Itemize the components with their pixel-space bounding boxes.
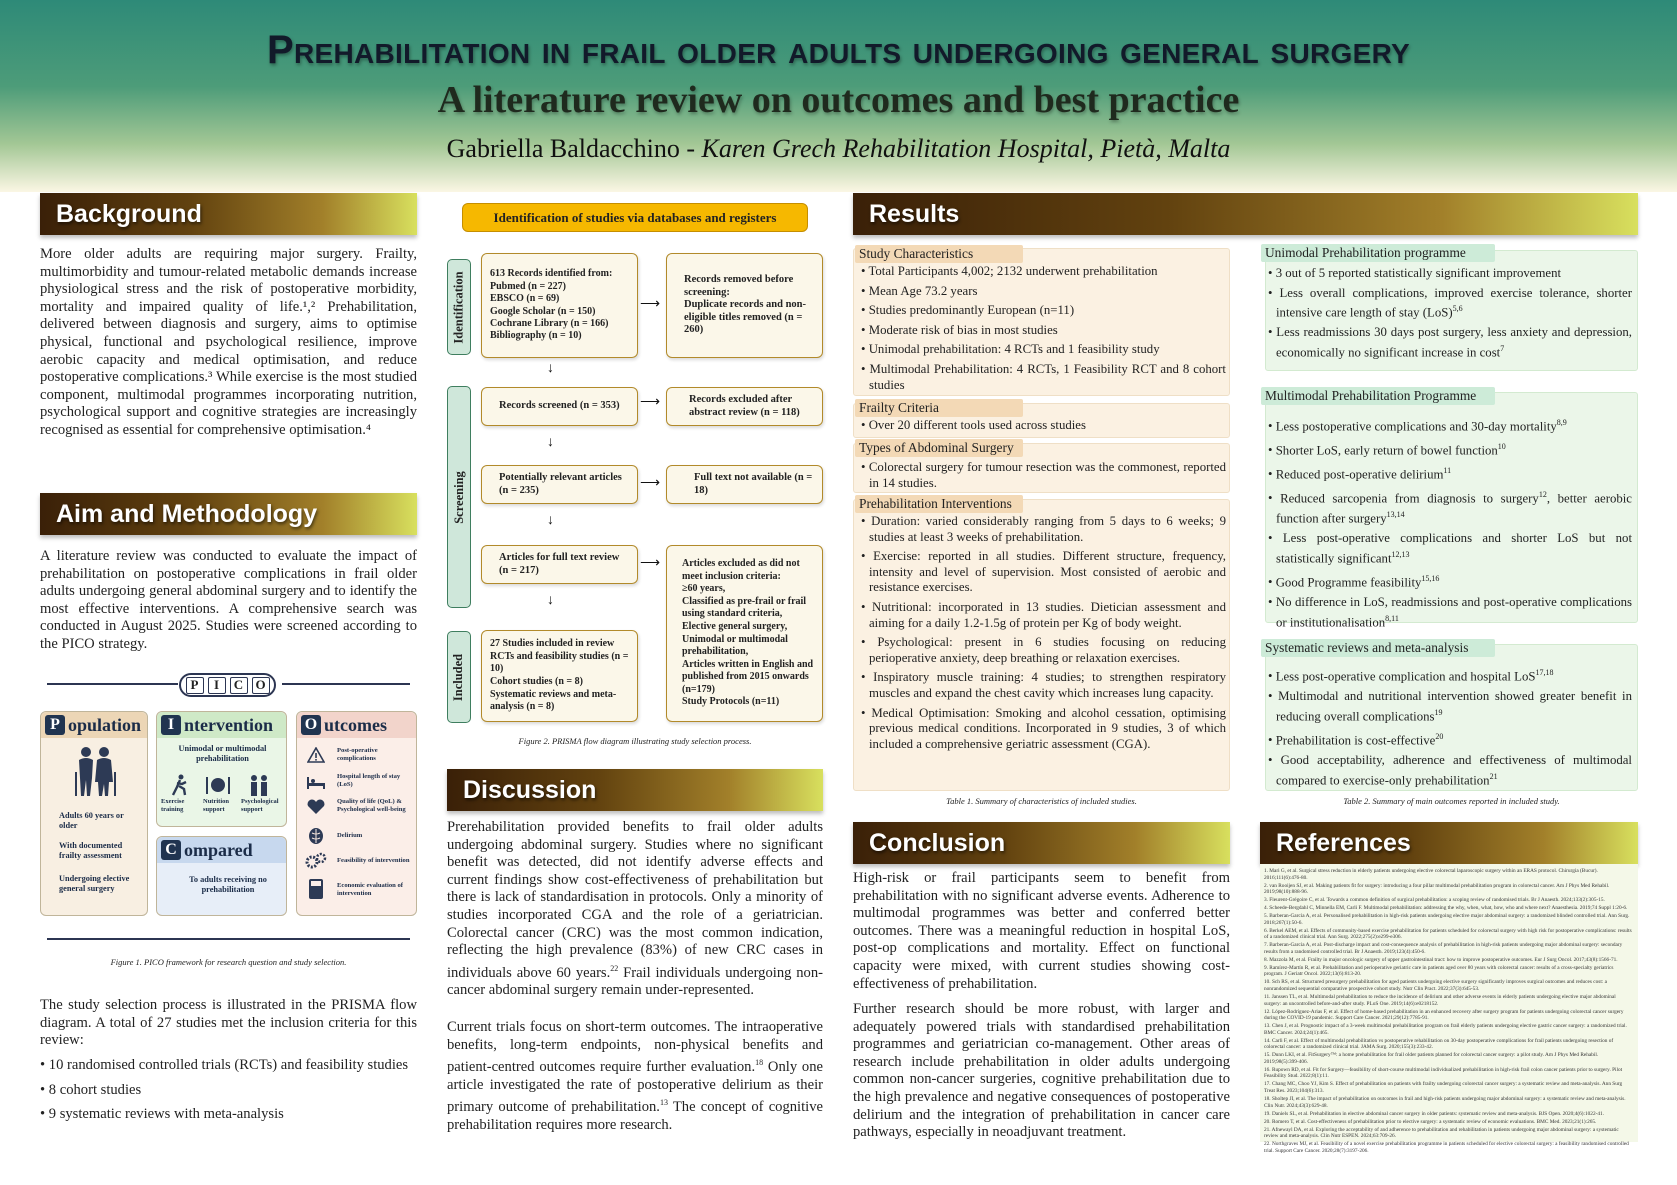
prisma-screened-box: Records screened (n = 353) [481, 387, 638, 426]
pico-outcomes [296, 711, 417, 916]
citation: 13 [659, 1098, 668, 1108]
prisma-removed-box [666, 253, 823, 358]
stage-included [447, 631, 471, 723]
pico-rule-right [282, 683, 410, 685]
list-item [1267, 729, 1632, 749]
results-heading: Results [853, 193, 1638, 235]
outcome-delirium: Delirium [337, 832, 363, 839]
identified-pubmed: Pubmed (n = 227) [490, 280, 566, 292]
list-item [1267, 595, 1632, 631]
reference-item: 19. Daniels SL, et al. Prehabilitation in elective abdominal cancer surgery in older patients: systematic review and meta-analysis. BJS Open. 2020;4(6):1022-41. [1264, 1110, 1604, 1117]
list-item: • Duration: varied considerably ranging from 5 days to 6 weeks; 9 studies at least 3 weeks of prehabilitation. [860, 514, 1226, 545]
intervention-nutrition: Nutrition support [203, 798, 229, 813]
citation: 5,6 [1452, 304, 1463, 314]
item-text: Reduced post-operative delirium [1275, 467, 1444, 482]
intervention-title: ntervention [184, 714, 273, 735]
surgery-types-heading: Types of Abdominal Surgery [855, 439, 1023, 457]
discussion-text: Current trials focus on short-term outcomes. The intraoperative benefits, long-term endpoints, non-physical benefits and patient-centred outcomes require further evaluation. [447, 1019, 823, 1076]
list-item [1267, 753, 1632, 789]
reference-item: 15. Dunn LKI, et al. FitSurgery™: a home prehabilitation for frail older patients planned for colorectal cancer surgery: a pilot study. Am J Phys Med Rehabil. 2019;98(5):399-406. [1264, 1052, 1599, 1065]
stage-included-label: Included [451, 653, 466, 701]
reference-item: 5. Barberan-Garcia A, et al. Personalised prehabilitation in high-risk patients undergoing elective major abdominal surgery: a randomized blinded controlled trial. Ann Surg. 2018;267(1):50-6. [1264, 913, 1630, 926]
intervention-letter: I [161, 715, 181, 735]
item-text: Less overall complications, improved exercise tolerance, shorter intensive care length of stay (LoS) [1276, 285, 1632, 320]
list-item [1267, 463, 1632, 483]
study-characteristics-heading: Study Characteristics [855, 245, 1023, 263]
intervention-description: Unimodal or multimodal prehabilitation [178, 744, 267, 763]
item-text: Less readmissions 30 days post surgery, less anxiety and depression, economically no significant increase in cost [1276, 325, 1632, 359]
citation: 13,14 [1386, 510, 1405, 520]
reference-item: 14. Carli F, et al. Effect of multimodal prehabilitation vs postoperative rehabilitation on 30-day postoperative complications for frail patients undergoing resection of colorectal cancer: a randomized clinical trial. JAMA Surg. 2020;155(3):233-42. [1264, 1037, 1614, 1051]
item-text: Less postoperative complications and 30-day mortality [1275, 419, 1557, 434]
outcome-feasibility: Feasibility of intervention [337, 857, 410, 864]
discussion-paragraph-2 [447, 1019, 823, 1134]
unimodal-heading: Unimodal Prehabilitation programme [1261, 244, 1495, 262]
citation: 8,11 [1385, 614, 1399, 624]
outcomes-header [297, 712, 416, 738]
pico-letter-o: O [252, 677, 270, 694]
reference-item: 13. Chen J, et al. Prognostic impact of a 3-week multimodal prehabilitation program on frail elderly patients undergoing elective gastric cancer surgery: a randomized trial. BMC Cancer. 2024;24(1):465. [1264, 1023, 1627, 1036]
conclusion-paragraph-2: Further research should be more robust, with larger and adequately powered trials with standardised prehabilitation programmes and geriatrician co-management. Other areas of research include prehabilitation in older adults undergoing common non-cancer surgeries, cognitive prehabilitation due to the high prevalence and negative consequences of postoperative delirium and the integration of prehabilitation in cancer care pathways, especially in neoadjuvant treatment. [853, 1001, 1230, 1141]
compared-text: To adults receiving no prehabilitation [189, 875, 267, 894]
population-header [41, 712, 147, 738]
pico-intervention [156, 711, 287, 827]
intervention-exercise: Exercise training [161, 798, 185, 813]
poster-subtitle: A literature review on outcomes and best practice [437, 79, 1240, 121]
list-item [1267, 286, 1632, 321]
item-text: Less post-operative complications and shorter LoS but not statistically significant [1276, 531, 1632, 566]
list-item: • Colorectal surgery for tumour resection was the commonest, reported in 14 studies. [860, 460, 1226, 491]
removed-label: Records removed before screening: [684, 274, 794, 298]
psychological-support-icon [247, 774, 271, 796]
population-surgery: Undergoing elective general surgery [59, 874, 130, 893]
outcome-complications: Post-operative complications [337, 747, 378, 762]
intervention-header [157, 712, 286, 738]
reference-item: 4. Scheede-Bergdahl C, Minnella EM, Carli F. Multimodal prehabilitation: addressing the why, when, what, how, who and where next? Anaesthesia. 2019;74 Suppl 1:20-6. [1264, 905, 1628, 912]
citation: 8,9 [1556, 418, 1567, 427]
list-item: • 8 cohort studies [40, 1082, 417, 1100]
pico-letter-c: C [230, 677, 248, 694]
item-text: Good Programme feasibility [1275, 575, 1422, 590]
list-item [1267, 531, 1632, 567]
list-item [1267, 266, 1632, 282]
list-item: • Unimodal prehabilitation: 4 RCTs and 1 feasibility study [860, 342, 1226, 358]
brain-icon [307, 827, 325, 845]
list-item [1267, 689, 1632, 725]
arrow-down-icon: ↓ [547, 361, 554, 376]
item-text: Shorter LoS, early return of bowel function [1275, 443, 1498, 458]
citation: 10 [1497, 442, 1506, 452]
outcome-economic: Economic evaluation of intervention [337, 882, 403, 897]
references-heading: References [1260, 822, 1638, 864]
list-item: • Psychological: present in 6 studies focusing on reducing perioperative anxiety, deep breathing or relaxation exercises. [860, 635, 1226, 666]
stage-identification [447, 259, 471, 355]
reference-item: 10. Sch RS, et al. Structured presurgery prehabilitation for aged patients undergoing elective surgery significantly improves surgical outcomes and reduces cost: a nonrandomized sequential comparative prospective cohort study. Nutr Clin Pract. 2022;37(3):645-53. [1264, 979, 1607, 993]
reference-item: 11. Janssen TL, et al. Multimodal prehabilitation to reduce the incidence of delirium and other adverse events in elderly patients undergoing elective major abdominal surgery: an uncontrolled before-and-after study. PLoS One. 2019;14(6):e0218152. [1264, 994, 1616, 1007]
interventions-list [860, 514, 1226, 756]
prisma-fullexcluded-box [666, 545, 823, 722]
list-item: • Nutritional: incorporated in 13 studies. Dietician assessment and aiming for a daily 1.2-1.5g of protein per Kg of body weight. [860, 600, 1226, 631]
identified-list [490, 268, 612, 342]
fullexcluded-line: Unimodal or multimodal prehabilitation, [682, 633, 788, 658]
reference-item: 18. Sholtep JI, et al. The impact of prehabilitation on outcomes in frail and high-risk patients undergoing major abdominal surgery: a systematic review and meta-analysis. Clin Nutr. 2024;43(3):629-48. [1264, 1096, 1626, 1109]
hospital-bed-icon [306, 774, 326, 790]
list-item: • Medical Optimisation: Smoking and alcohol cessation, optimising previous medical conditions. Incorporated in 9 studies, 3 of which included a comprehensive geriatric assessment (CGA). [860, 706, 1226, 753]
stage-identification-label: Identification [451, 270, 466, 344]
citation: 17,18 [1535, 668, 1554, 677]
item-text: Less post-operative complication and hospital LoS [1275, 669, 1536, 684]
reference-item: 8. Mazzola M, et al. Frailty in major oncologic surgery of upper gastrointestinal tract: how to improve postoperative outcomes. Eur J Surg Oncol. 2017;43(8):1566-71. [1264, 956, 1618, 963]
list-item: • Exercise: reported in all studies. Different structure, frequency, intensity and level of supervision. Most consisted of aerobic and resistance exercises. [860, 549, 1226, 596]
arrow-down-icon: ↓ [547, 513, 554, 528]
item-text: Multimodal and nutritional intervention showed greater benefit in reducing overall complications [1276, 689, 1632, 724]
identified-google-scholar: Google Scholar (n = 150) [490, 305, 596, 317]
included-line: RCTs and feasibility studies (n = 10) [490, 650, 629, 675]
frailty-criteria-list [860, 418, 1226, 438]
selection-text: The study selection process is illustrated in the PRISMA flow diagram. A total of 27 studies met the inclusion criteria for this review: [40, 997, 417, 1049]
nutrition-icon [205, 774, 231, 796]
interventions-heading: Prehabilitation Interventions [855, 495, 1023, 513]
discussion-text: The concept of cognitive prehabilitation requires more research. [447, 1099, 823, 1133]
stage-screening [447, 386, 471, 608]
intervention-psychological: Psychological support [241, 798, 279, 813]
fullexcluded-line: Elective general surgery, [682, 620, 788, 632]
poster-title: Prehabilitation in frail older adults undergoing general surgery [266, 28, 1411, 72]
citation: 18 [755, 1058, 764, 1068]
pico-compared [156, 836, 287, 916]
pico-badge [179, 673, 276, 697]
item-text: 3 out of 5 reported statistically significant improvement [1275, 266, 1562, 280]
figure2-caption: Figure 2. PRISMA flow diagram illustrating study selection process. [518, 736, 752, 746]
population-frailty: With documented frailty assessment [59, 841, 123, 860]
reference-item: 12. López-Rodríguez-Arias F, et al. Effect of home-based prehabilitation in an enhanced recovery after surgery program for patients undergoing colorectal cancer surgery during the COVID-19 pandemic. Support Care Cancer. 2021;29(12):7785-91. [1264, 1008, 1624, 1022]
heart-hand-icon [306, 798, 326, 816]
compared-letter: C [161, 840, 181, 860]
author-name: Gabriella Baldacchino [446, 134, 680, 163]
citation: 15,16 [1421, 574, 1440, 584]
citation: 20 [1435, 731, 1444, 741]
exercise-icon [169, 774, 191, 796]
pico-letter-i: I [208, 677, 226, 694]
prisma-notavailable-box: Full text not available (n = 18) [666, 465, 823, 504]
fullexcluded-line: Articles excluded as did not meet inclusion criteria: [682, 557, 800, 582]
prisma-included-box [481, 630, 638, 722]
arrow-right-icon: ⟶ [640, 556, 661, 571]
list-item: • Inspiratory muscle training: 4 studies; to strengthen respiratory muscles and expand the chest cavity which increases lung capacity. [860, 670, 1226, 701]
reference-item: 2. van Rooijen SJ, et al. Making patients fit for surgery: introducing a four pillar multimodal prehabilitation program in colorectal cancer. Am J Phys Med Rehabil. 2019;98(10):888-96. [1264, 882, 1610, 896]
multimodal-heading: Multimodal Prehabilitation Programme [1261, 387, 1495, 405]
list-item [1267, 439, 1632, 459]
list-item: • 9 systematic reviews with meta-analysis [40, 1106, 417, 1124]
prisma-relevant-box: Potentially relevant articles (n = 235) [481, 465, 638, 504]
arrow-right-icon: ⟶ [640, 297, 661, 312]
frailty-criteria-heading: Frailty Criteria [855, 399, 1023, 417]
citation: 12,13 [1391, 550, 1410, 560]
references-list [1264, 868, 1634, 1156]
list-item: • Mean Age 73.2 years [860, 284, 1226, 300]
reference-item: 22. Northgraves MJ, et al. Feasibility of a novel exercise prehabilitation programme in patients scheduled for elective colorectal surgery: a feasibility randomised controlled trial. Support Care Cancer. 2020;28(7):3197-206. [1264, 1141, 1629, 1154]
outcome-qol: Quality of life (QoL) & Psychological well-being [337, 798, 406, 813]
list-item: • Over 20 different tools used across studies [860, 418, 1226, 434]
citation: 7 [1500, 343, 1505, 353]
discussion-heading: Discussion [447, 769, 823, 811]
prisma-excluded-box: Records excluded after abstract review (n = 118) [666, 387, 823, 426]
pico-population [40, 711, 148, 916]
figure1-caption: Figure 1. PICO framework for research question and study selection. [110, 957, 347, 967]
discussion-text: Prerehabilitation provided benefits to frail older adults undergoing abdominal surgery. Studies where no significant benefit was detected, did not identify adverse effects and current findings show cost-effectiveness of prehabilitation but there is lack of standardisation in protocols. Only a minority of studies incorporated CGA and the role of a geriatrician. Colorectal cancer (CRC) was the most common indication, reflecting the high prevalence (83%) of new CRC cases in individuals above 60 years. [447, 819, 823, 981]
item-text: , better aerobic function after surgery [1276, 491, 1632, 526]
outcomes-title: utcomes [324, 714, 387, 735]
aim-text: A literature review was conducted to evaluate the impact of prehabilitation on postoperative complications in frail older adults undergoing general abdominal surgery and to identify the most effective interventions. A comprehensive search was conducted in August 2025. Studies were screened according to the PICO strategy. [40, 548, 417, 652]
prisma-title: Identification of studies via databases and registers [462, 203, 808, 232]
list-item [1267, 665, 1632, 685]
aim-heading: Aim and Methodology [40, 493, 417, 535]
calculator-icon [308, 878, 324, 900]
prisma-identified-box [481, 253, 638, 358]
list-item: • Moderate risk of bias in most studies [860, 323, 1226, 339]
fullexcluded-line: ≥60 years, [682, 583, 726, 595]
identified-ebsco: EBSCO (n = 69) [490, 293, 560, 305]
removed-detail: Duplicate records and non-eligible titles removed (n = 260) [684, 299, 807, 336]
list-item [1267, 487, 1632, 527]
reference-item: 21. Afnewayl DA, et al. Exploring the acceptability of and adherence to prehabilitation and rehabilitation in patients undergoing major abdominal surgery: a systematic review and meta-analysis. Clin Nutr ESPEN. 2024;63:709-26. [1264, 1126, 1619, 1140]
pico-rule-bottom [47, 938, 410, 940]
population-age: Adults 60 years or older [59, 811, 124, 830]
reference-item: 6. Berkel AEM, et al. Effects of community-based exercise prehabilitation for patients scheduled for colorectal surgery with high risk for postoperative complications: results of a randomized clinical trial. Ann Surg. 2022;275(2):e299-e306. [1264, 927, 1632, 941]
population-letter: P [45, 715, 65, 735]
list-item: • Total Participants 4,002; 2132 underwent prehabilitation [860, 264, 1226, 280]
pico-letter-p: P [186, 677, 204, 694]
arrow-down-icon: ↓ [547, 593, 554, 608]
systematic-heading: Systematic reviews and meta-analysis [1261, 639, 1495, 657]
outcomes-letter: O [301, 715, 321, 735]
list-item [1267, 415, 1632, 435]
included-line: Systematic reviews and meta-analysis (n = 8) [490, 688, 617, 713]
list-item [1267, 571, 1632, 591]
conclusion-paragraph-1: High-risk or frail participants seem to benefit from prehabilitation with no significant adverse events. Adherence to multimodal programmes was better and conferred better outcomes. There was a meaningful reduction in hospital LoS, post-op complications and mortality. Effect on functional capacity were mixed, with current studies showing cost-effectiveness of prehabilitation. [853, 870, 1230, 992]
table2-caption: Table 2. Summary of main outcomes reported in included study. [1343, 796, 1560, 806]
elderly-couple-icon [71, 746, 119, 796]
citation: 19 [1434, 707, 1443, 717]
reference-item: 3. Fleurent-Grégoire C, et al. Towards a common definition of surgical prehabilitation: a scoping review of randomised trials. Br J Anaesth. 2024;133(2):305-15. [1264, 897, 1605, 904]
list-item: • Studies predominantly European (n=11) [860, 303, 1226, 319]
item-text: Good acceptability, adherence and effectiveness of multimodal compared to exercise-only prehabilitation [1276, 752, 1632, 788]
fullexcluded-line: Classified as pre-frail or frail using standard criteria, [682, 595, 807, 620]
compared-header [157, 837, 286, 863]
compared-title: ompared [184, 839, 253, 860]
item-text: No difference in LoS, readmissions and post-operative complications or institutionalisation [1275, 595, 1632, 630]
systematic-list [1267, 665, 1632, 793]
discussion-text: Only one article investigated the rate of postoperative delirium as their primary outcome of prehabilitation. [447, 1059, 823, 1116]
identified-total: 613 Records identified from: [490, 268, 613, 280]
affiliation: Karen Grech Rehabilitation Hospital, Pietà, Malta [701, 134, 1231, 163]
included-line: Cohort studies (n = 8) [490, 676, 583, 687]
reference-item: 17. Chang MC, Choo YJ, Kim S. Effect of prehabilitation on patients with frailty undergoing colorectal cancer surgery: a systematic review and meta-analysis. Ann Surg Treat Res. 2023;104(6):313. [1264, 1081, 1623, 1095]
population-title: opulation [68, 714, 142, 735]
table1-caption: Table 1. Summary of characteristics of included studies. [946, 796, 1137, 806]
list-item: • Multimodal Prehabilitation: 4 RCTs, 1 Feasibility RCT and 8 cohort studies [860, 362, 1226, 393]
study-characteristics-list [860, 264, 1226, 397]
author-line: Gabriella Baldacchino - Karen Grech Rehabilitation Hospital, Pietà, Malta [446, 134, 1231, 163]
background-heading: Background [40, 193, 417, 235]
included-line: 27 Studies included in review [490, 638, 615, 650]
reference-item: 9. Ramírez-Martín R, et al. Prehabilitation and perioperative geriatric care in patients aged over 80 years with colorectal cancer: results of a cross-specialty geriatrics program. J Geriatr Oncol. 2022;13(6):813-20. [1264, 964, 1614, 978]
warning-icon [307, 747, 325, 763]
background-text: More older adults are requiring major surgery. Frailty, multimorbidity and tumour-related metabolic demands increase physiological stress and the risk of postoperative morbidity, mortality and impaired quality of life.¹,² Prehabilitation, delivered between diagnosis and surgery, aims to optimise physical, functional and psychological resilience, improve aerobic capacity and medical optimisation, and reduce postoperative complications.³ While exercise is the most studied component, multimodal programmes incorporating nutrition, psychological support and cognitive strategies are increasingly recognised as essential for comprehensive optimisation.⁴ [40, 246, 417, 438]
pico-rule-left [47, 683, 178, 685]
fullexcluded-line: Study Protocols (n=11) [682, 696, 780, 708]
arrow-down-icon: ↓ [547, 435, 554, 450]
item-text: Prehabilitation is cost-effective [1275, 733, 1436, 748]
reference-item: 20. Romero T, et al. Cost-effectiveness of prehabilitation prior to elective surgery: a systematic review of economic evaluations. BMC Med. 2023;21(1):265. [1264, 1118, 1597, 1125]
reference-item: 7. Barberan-Garcia A, et al. Post-discharge impact and cost-consequence analysis of prehabilitation in high-risk patients undergoing major abdominal surgery: secondary results from a randomised controlled trial. Br J Anaesth. 2019;123(4):450-6. [1264, 942, 1623, 955]
identified-bibliography: Bibliography (n = 10) [490, 330, 582, 342]
outcome-los: Hospital length of stay (LoS) [337, 773, 401, 788]
list-item: • 10 randomised controlled trials (RCTs) and feasibility studies [40, 1057, 417, 1075]
reference-item: 16. Rupown RD, et al. Fit for Surgery—feasibility of short-course multimodal individualized prehabilitation in high-risk frail colon cancer patients prior to surgery. Pilot Feasibility Stud. 2022;8(1):11. [1264, 1066, 1623, 1080]
citation: 21 [1489, 771, 1498, 781]
discussion-paragraph-1 [447, 819, 823, 1000]
unimodal-list [1267, 266, 1632, 365]
gears-icon [305, 852, 327, 870]
identified-cochrane: Cochrane Library (n = 166) [490, 317, 609, 329]
fullexcluded-line: Articles written in English and published from 2015 onwards (n=179) [682, 658, 814, 695]
arrow-right-icon: ⟶ [640, 395, 661, 410]
reference-item: 1. Mari G, et al. Surgical stress reduction in elderly patients undergoing elective colorectal laparoscopic surgery within an ERAS protocol. Chirurgia (Bucur). 2016;111(6):476-80. [1264, 868, 1598, 881]
multimodal-list [1267, 415, 1632, 635]
list-item [1267, 325, 1632, 360]
conclusion-heading: Conclusion [853, 822, 1230, 864]
citation: 12 [1538, 490, 1547, 500]
item-text: Reduced sarcopenia from diagnosis to surgery [1280, 491, 1539, 506]
citation: 22 [610, 963, 619, 973]
arrow-right-icon: ⟶ [640, 476, 661, 491]
prisma-fulltext-box: Articles for full text review (n = 217) [481, 545, 638, 584]
citation: 11 [1443, 466, 1452, 476]
stage-screening-label: Screening [451, 470, 466, 524]
selection-list [40, 1057, 417, 1131]
surgery-types-list [860, 460, 1226, 495]
discussion-text: Frail individuals undergoing non-cancer abdominal surgery remain under-represented. [447, 964, 823, 999]
